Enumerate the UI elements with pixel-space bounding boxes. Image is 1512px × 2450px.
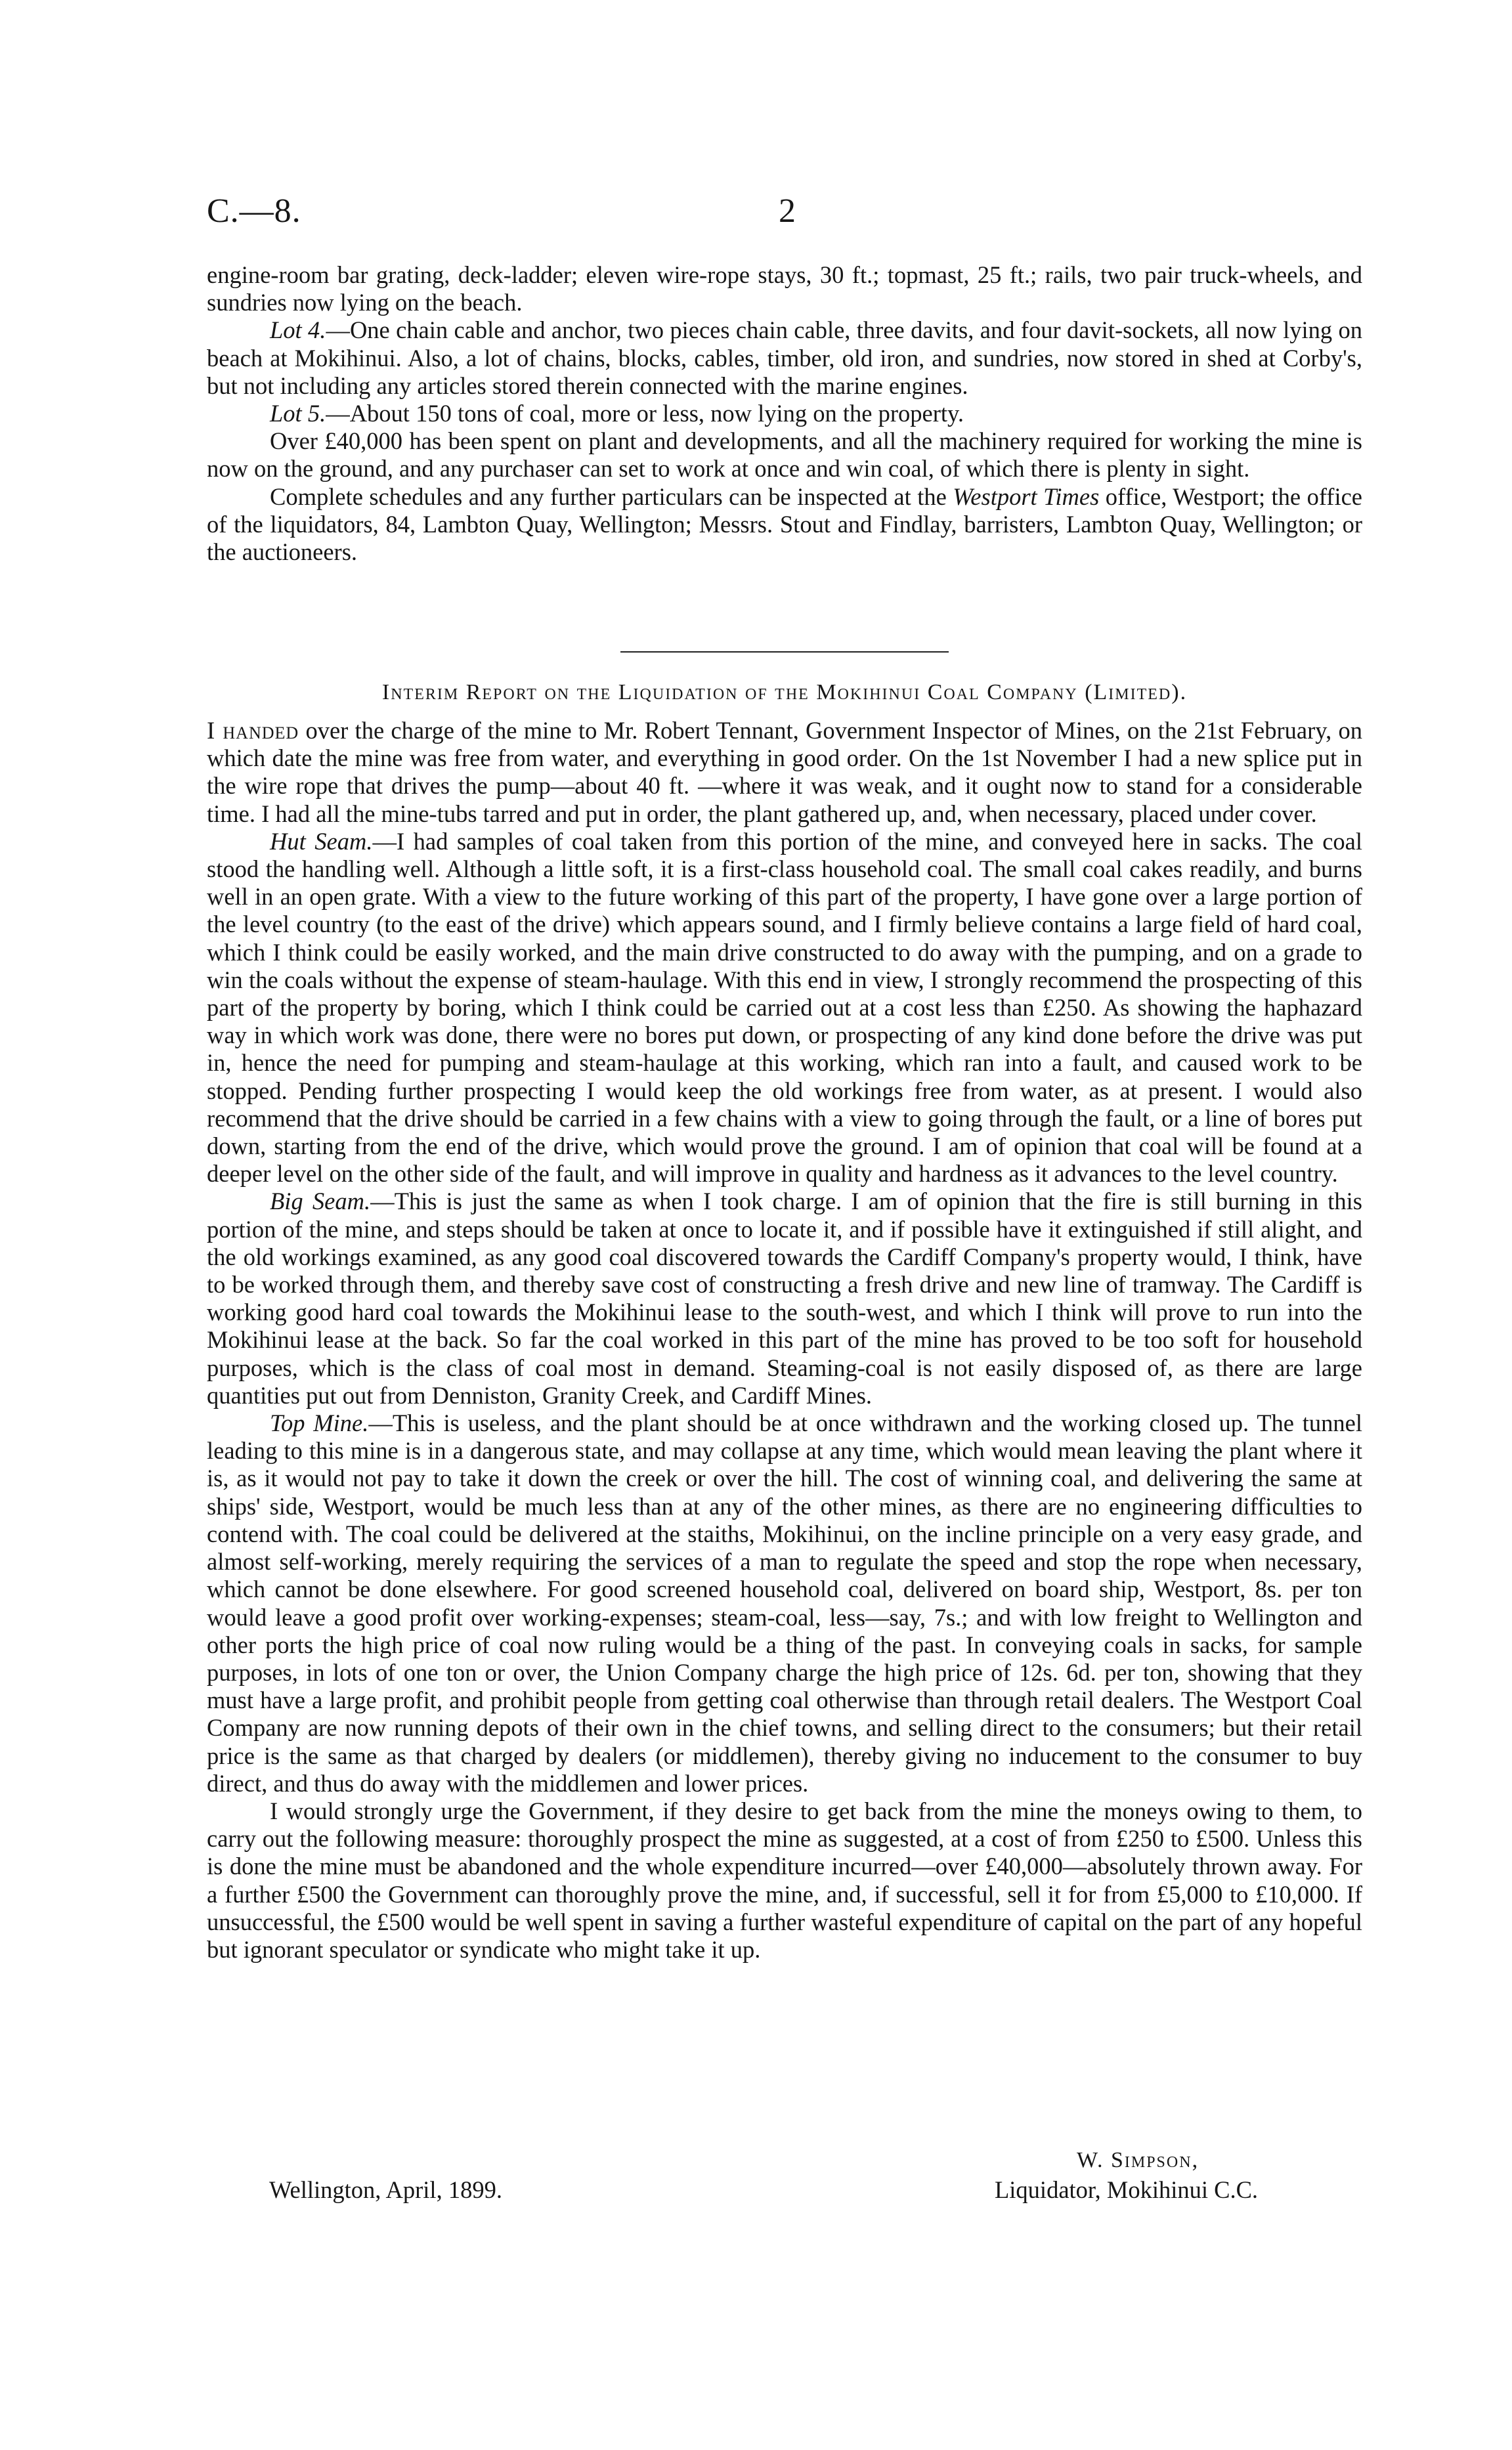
hut-seam-heading: Hut Seam. [270, 827, 373, 855]
hut-seam-text: —I had samples of coal taken from this portion of the mine, and conveyed here in sacks. The coal stood the handling well. Although a little soft, it is a first-class household coal. The small coal cakes readily, and burns well in an open grate. With a view to the future working of this part of the property, I have gone over a large portion of the level country (to the east of the drive) which appears sound, and I firmly believe contains a large field of hard coal, which I think could be easily worked, and the main drive constructed to do away with the pumping, and on a grade to win the coals without the expense of steam-haulage. With this end in view, I strongly recommend the prospecting of this part of the property by boring, which I think could be carried out at a cost less than £250. As showing the haphazard way in which work was done, there were no bores put down, or prospecting of any kind done before the drive was put in, hence the need for pumping and steam-haulage at this working, which ran into a fault, and caused work to be stopped. Pending further prospecting I would keep the old workings free from water, as at present. I would also recommend that the drive should be carried in a few chains with a view to going through the fault, or a line of bores put down, starting from the end of the drive, which would prove the ground. I am of opinion that coal will be found at a deeper level on the other side of the fault, and will improve in quality and hardness as it advances to the level country. [207, 827, 1362, 1188]
report-title: Interim Report on the Liquidation of the Mokihinui Coal Company (Limited). [381, 680, 1188, 704]
lot-4-text: —One chain cable and anchor, two pieces chain cable, three davits, and four davit-sockets, all now lying on beach at Mokihinui. Also, a lot of chains, blocks, cables, timber, old iron, and sundries, now stored in shed at Corby's, but not including any articles stored therein connected with the marine engines. [207, 316, 1362, 399]
section-divider [620, 651, 949, 653]
dateline: Wellington, April, 1899. [269, 2176, 502, 2203]
page-number: 2 [779, 192, 796, 230]
lot-4-label: Lot 4. [270, 316, 326, 344]
lot-4-paragraph [207, 316, 1362, 400]
opening-words: I handed [207, 717, 299, 744]
big-seam-paragraph [207, 1188, 1362, 1409]
newspaper-name: Westport Times [953, 483, 1100, 510]
schedules-text-after: office, Westport; the office of the liquidators, 84, Lambton Quay, Wellington; Messrs. Stout and Findlay, barristers, Lambton Quay, Wellington; or the auctioneers. [207, 483, 1363, 566]
interim-report-body [207, 717, 1362, 1964]
schedules-paragraph [207, 483, 1362, 567]
hut-seam-paragraph [207, 828, 1362, 1188]
signature-name: W. Simpson, [1077, 2148, 1199, 2172]
big-seam-text: —This is just the same as when I took charge. I am of opinion that the fire is still burning in this portion of the mine, and steps should be taken at once to locate it, and if possible have it extinguished if still alight, and the old workings examined, as any good coal discovered towards the Cardiff Company's property would, I think, have to be worked through them, and thereby save cost of constructing a fresh drive and new line of tramway. The Cardiff is working good hard coal towards the Mokihinui lease to the south-west, and which I think will prove to run into the Mokihinui lease at the back. So far the coal worked in this part of the mine has proved to be too soft for household purposes, which is the class of coal most in demand. Steaming-coal is not easily disposed of, as there are large quantities put out from Denniston, Granity Creek, and Cardiff Mines. [207, 1188, 1363, 1409]
lot-5-text: —About 150 tons of coal, more or less, now lying on the property. [326, 400, 964, 427]
document-reference: C.—8. [207, 192, 301, 230]
big-seam-heading: Big Seam. [270, 1188, 371, 1215]
closing-paragraph: I would strongly urge the Government, if they desire to get back from the mine the moneys owing to them, to carry out the following measure: thoroughly prospect the mine as suggested, at a cost of from £250 to £500. Unless this is done the mine must be abandoned and the whole expenditure incurred—over £40,000—absolutely thrown away. For a further £500 the Government can thoroughly prove the mine, and, if successful, sell it for from £5,000 to £10,000. If unsuccessful, the £500 would be well spent in saving a further wasteful expenditure of capital on the part of any hopeful but ignorant speculator or syndicate who might take it up. [207, 1797, 1362, 1963]
signature-title: Liquidator, Mokihinui C.C. [995, 2176, 1259, 2203]
top-mine-heading: Top Mine. [270, 1409, 369, 1437]
top-mine-text: —This is useless, and the plant should be at once withdrawn and the working closed up. The tunnel leading to this mine is in a dangerous state, and may collapse at any time, which would mean leaving the plant where it is, as it would not pay to take it down the creek or over the hill. The cost of winning coal, and delivering the same at ships' side, Westport, would be much less than at any of the other mines, as there are no engineering difficulties to contend with. The coal could be delivered at the staiths, Mokihinui, on the incline principle on a very easy grade, and almost self-working, merely requiring the services of a man to regulate the speed and stop the rope when necessary, which cannot be done elsewhere. For good screened household coal, delivered on board ship, Westport, 8s. per ton would leave a good profit over working-expenses; steam-coal, less—say, 7s.; and with low freight to Wellington and other ports the high price of coal now ruling would be a thing of the past. In conveying coals in sacks, for sample purposes, in lots of one ton or over, the Union Company charge the high price of 12s. 6d. per ton, showing that they must have a large profit, and prohibit people from getting coal otherwise than through retail dealers. The Westport Coal Company are now running depots of their own in the chief towns, and selling direct to the consumers; but their retail price is the same as that charged by dealers (or middlemen), thereby giving no inducement to the consumer to buy direct, and thus do away with the middlemen and lower prices. [207, 1409, 1362, 1797]
lot-3-continuation: engine-room bar grating, deck-ladder; eleven wire-rope stays, 30 ft.; topmast, 25 ft.; rails, two pair truck-wheels, and sundries now lying on the beach. [207, 261, 1362, 316]
schedules-text-before: Complete schedules and any further particulars can be inspected at the [270, 483, 953, 510]
auction-lots-section [207, 261, 1362, 566]
top-mine-paragraph [207, 1409, 1362, 1797]
expenditure-paragraph: Over £40,000 has been spent on plant and developments, and all the machinery required for working the mine is now on the ground, and any purchaser can set to work at once and win coal, of which there is plenty in sight. [207, 427, 1362, 483]
lot-5-label: Lot 5. [270, 400, 326, 427]
lot-5-paragraph [207, 400, 1362, 427]
opening-text: over the charge of the mine to Mr. Robert Tennant, Government Inspector of Mines, on the 21st February, on which date the mine was free from water, and everything in good order. On the 1st November I had a new splice put in the wire rope that drives the pump—about 40 ft. —where it was weak, and it ought now to stand for a considerable time. I had all the mine-tubs tarred and put in order, the plant gathered up, and, when necessary, placed under cover. [207, 717, 1363, 827]
report-opening-paragraph [207, 717, 1362, 828]
